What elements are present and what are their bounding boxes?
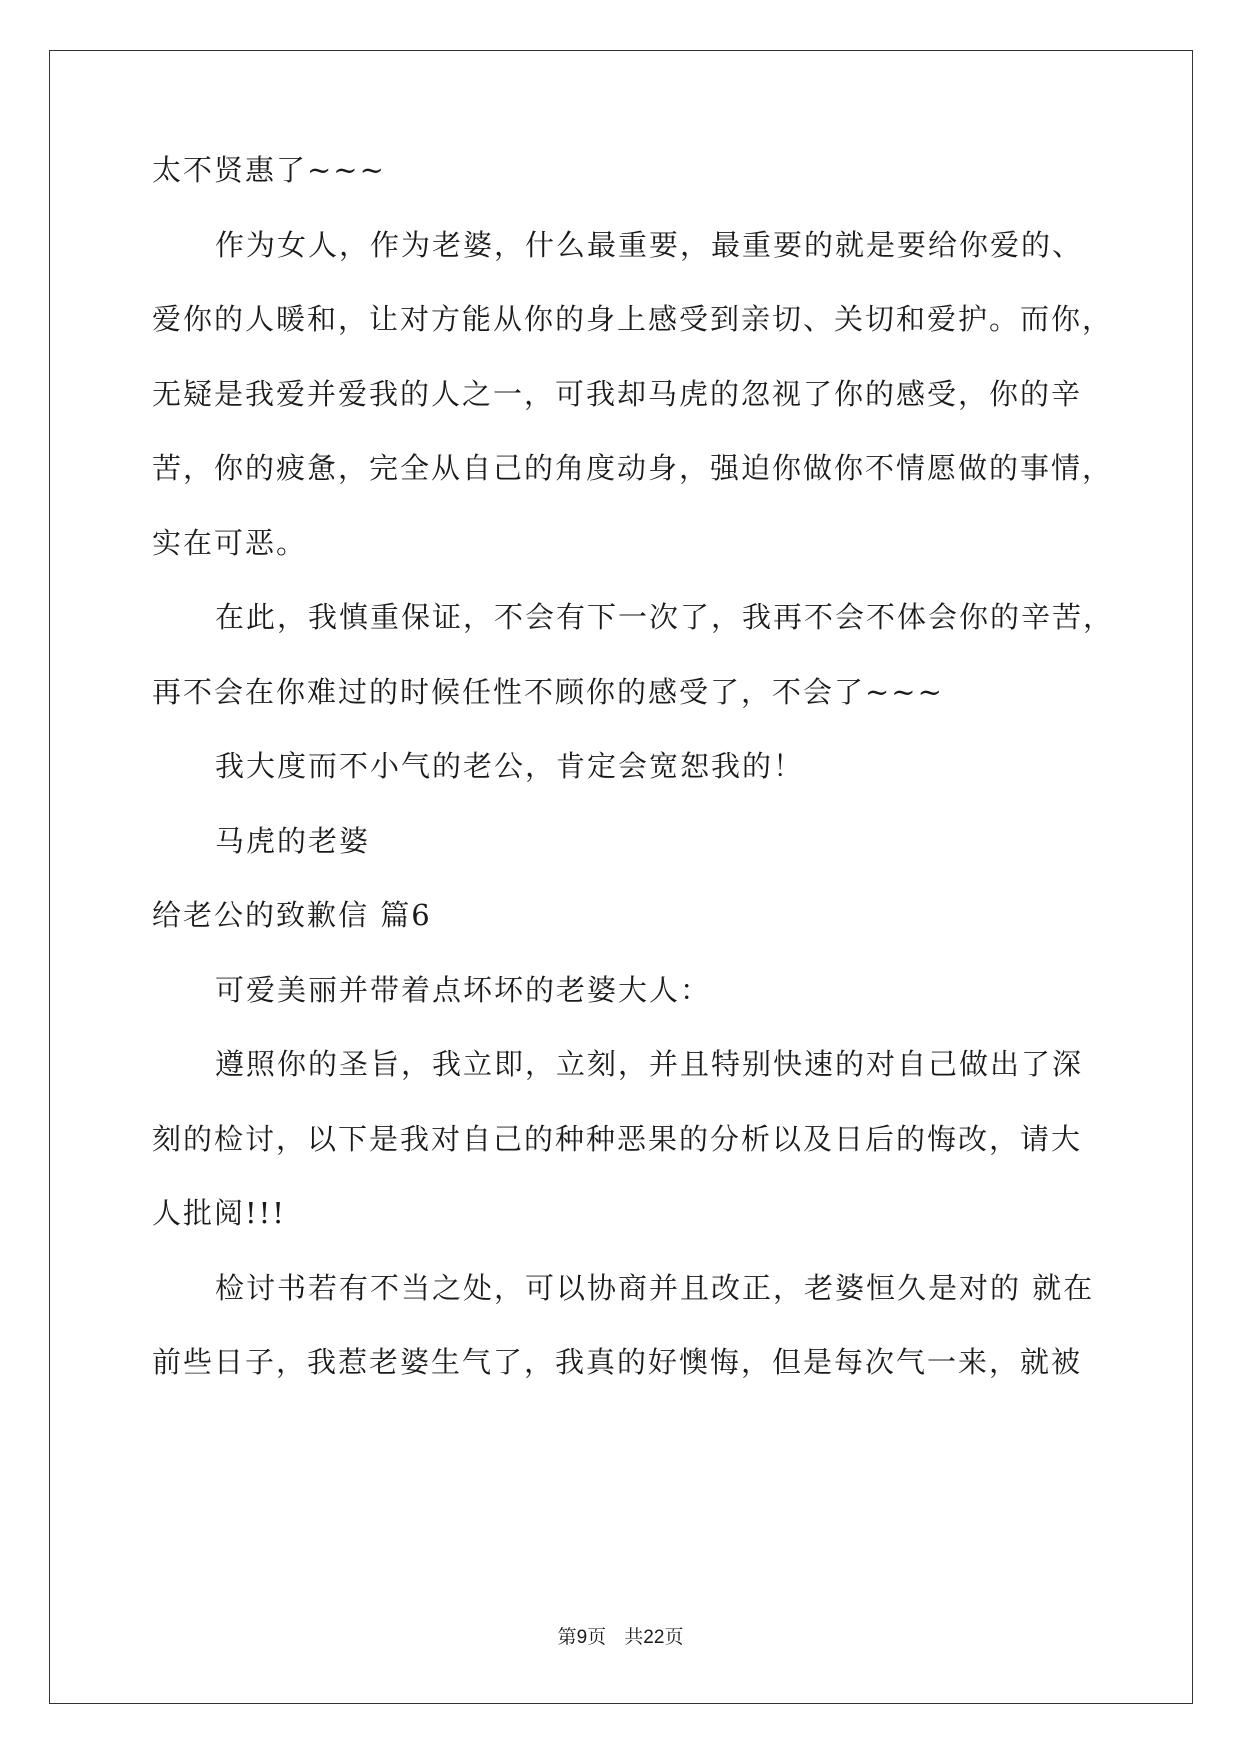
paragraph-line: 检讨书若有不当之处，可以协商并且改正，老婆恒久是对的 就在 <box>215 1271 1095 1305</box>
page-footer <box>0 1625 1241 1650</box>
text-line: 苦，你的疲惫，完全从自己的角度动身，强迫你做你不情愿做的事情， <box>152 451 1114 485</box>
paragraph-line: 我大度而不小气的老公，肯定会宽恕我的！ <box>215 749 805 783</box>
text-line: 无疑是我爱并爱我的人之一，可我却马虎的忽视了你的感受，你的辛 <box>152 377 1083 411</box>
paragraph-line: 遵照你的圣旨，我立即，立刻，并且特别快速的对自己做出了深 <box>215 1047 1084 1081</box>
text-line: 太不贤惠了~~~ <box>152 153 386 187</box>
paragraph-line: 作为女人，作为老婆，什么最重要，最重要的就是要给你爱的、 <box>215 228 1084 262</box>
page-number: 9 <box>576 1627 588 1648</box>
total-suffix: 页 <box>664 1626 684 1648</box>
text-line: 前些日子，我惹老婆生气了，我真的好懊悔，但是每次气一来，就被 <box>152 1345 1083 1379</box>
text-line: 人批阅!!! <box>152 1196 286 1230</box>
text-line: 再不会在你难过的时候任性不顾你的感受了，不会了~~~ <box>152 675 944 709</box>
total-prefix: 共 <box>624 1626 644 1648</box>
text-line: 刻的检讨，以下是我对自己的种种恶果的分析以及日后的悔改，请大 <box>152 1122 1083 1156</box>
salutation-line: 可爱美丽并带着点坏坏的老婆大人： <box>215 973 712 1007</box>
page-suffix: 页 <box>587 1626 607 1648</box>
page-prefix: 第 <box>557 1626 577 1648</box>
paragraph-line: 在此，我慎重保证，不会有下一次了，我再不会不体会你的辛苦， <box>215 600 1115 634</box>
section-heading: 给老公的致歉信 篇6 <box>152 898 432 932</box>
total-pages: 22 <box>643 1627 665 1648</box>
text-line: 爱你的人暖和，让对方能从你的身上感受到亲切、关切和爱护。而你， <box>152 302 1114 336</box>
text-line: 实在可恶。 <box>152 526 308 560</box>
signature-line: 马虎的老婆 <box>215 824 371 858</box>
